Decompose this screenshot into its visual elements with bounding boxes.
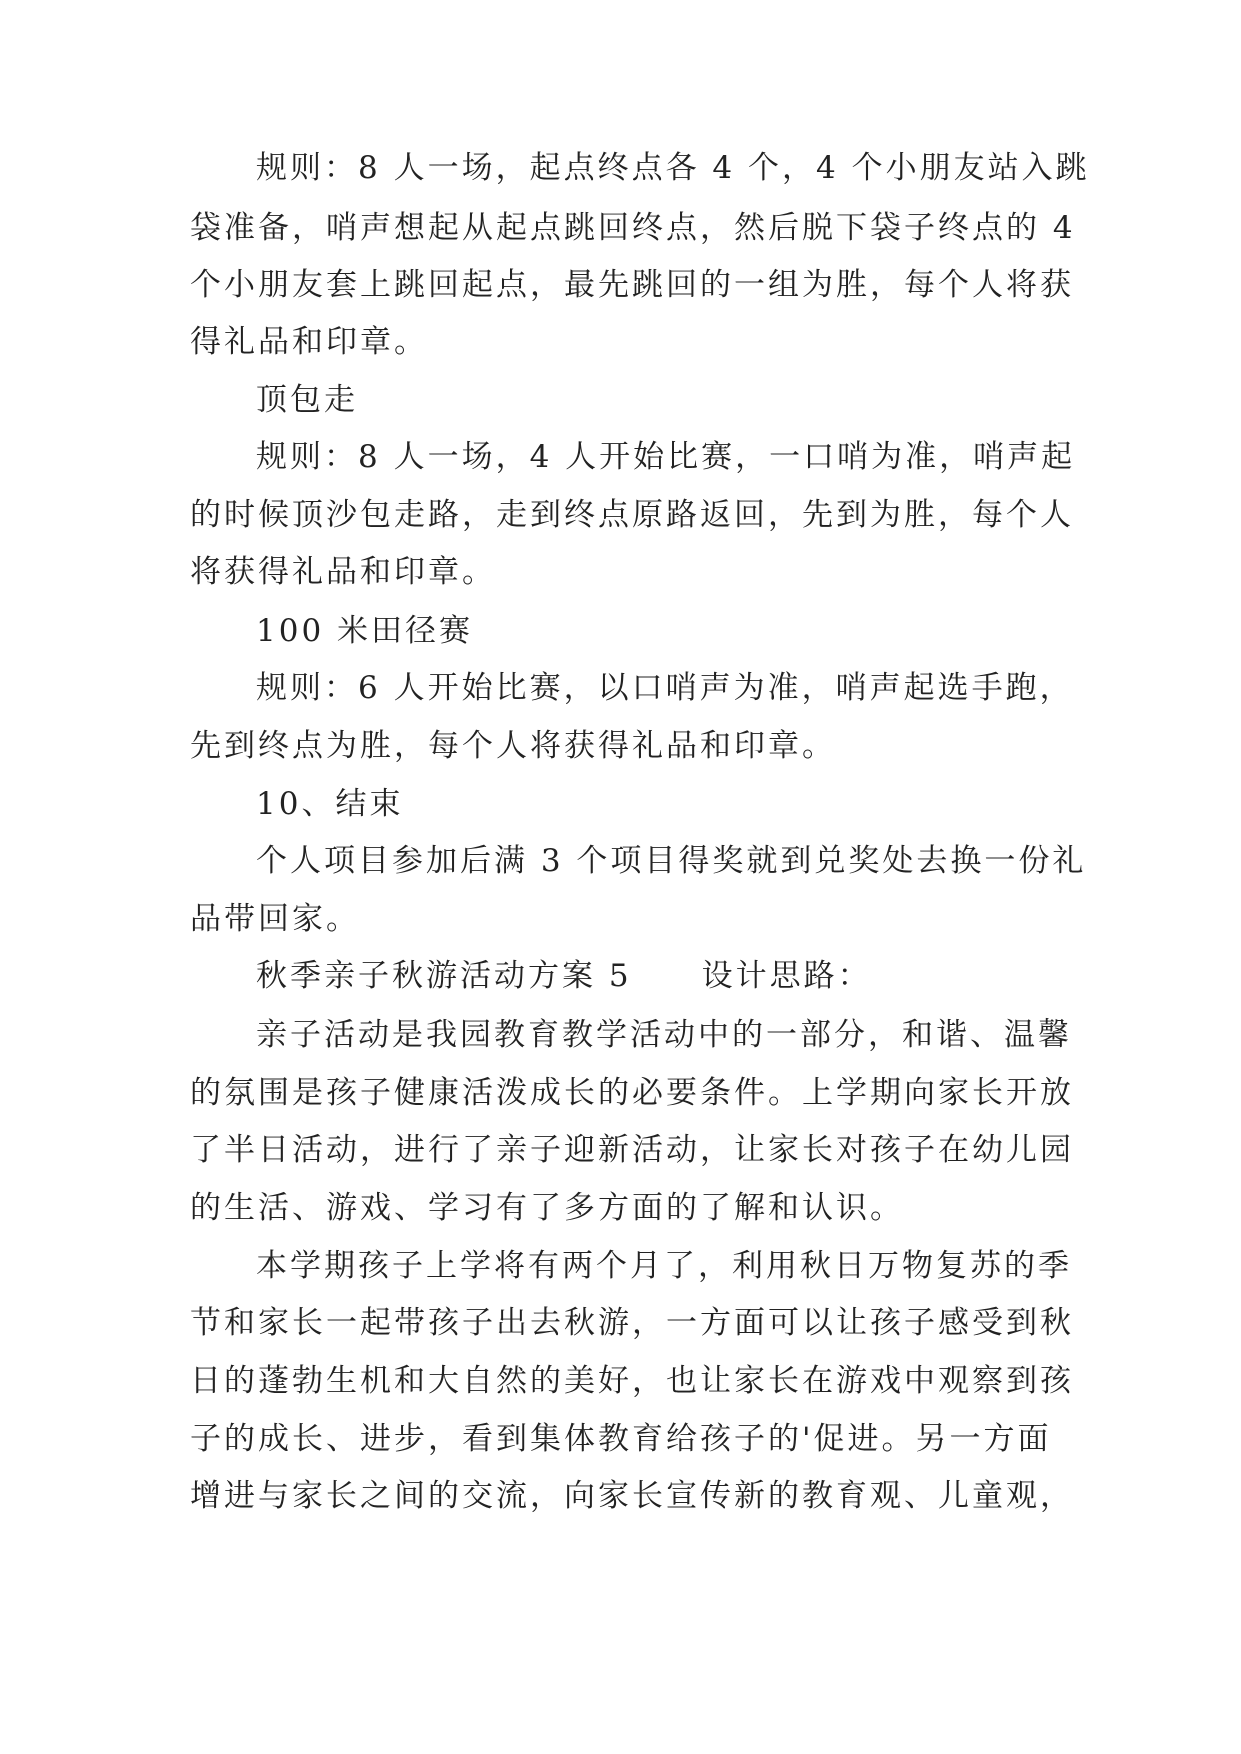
text-line: 规则：8 人一场，起点终点各 4 个，4 个小朋友站入跳 — [256, 150, 1090, 186]
text-line: 的时候顶沙包走路，走到终点原路返回，先到为胜，每个人 — [190, 497, 1074, 533]
text-line: 规则：8 人一场，4 人开始比赛，一口哨为准，哨声起 — [256, 439, 1076, 475]
text-line: 本学期孩子上学将有两个月了，利用秋日万物复苏的季 — [256, 1248, 1072, 1284]
text-line: 子的成长、进步，看到集体教育给孩子的'促进。另一方面 — [190, 1421, 1052, 1457]
text-line: 亲子活动是我园教育教学活动中的一部分，和谐、温馨 — [256, 1017, 1072, 1053]
text-line: 个人项目参加后满 3 个项目得奖就到兑奖处去换一份礼 — [256, 843, 1087, 879]
text-line: 先到终点为胜，每个人将获得礼品和印章。 — [190, 728, 836, 764]
text-line: 得礼品和印章。 — [190, 324, 428, 360]
text-line: 袋准备，哨声想起从起点跳回终点，然后脱下袋子终点的 4 — [190, 210, 1076, 246]
section-title: 秋季亲子秋游活动方案 5 — [256, 958, 632, 994]
section-heading: 100 米田径赛 — [256, 613, 474, 649]
text-line: 品带回家。 — [190, 901, 360, 937]
section-heading: 10、结束 — [256, 786, 404, 822]
text-line: 个小朋友套上跳回起点，最先跳回的一组为胜，每个人将获 — [190, 267, 1074, 303]
text-line: 节和家长一起带孩子出去秋游，一方面可以让孩子感受到秋 — [190, 1305, 1074, 1341]
section-heading: 顶包走 — [256, 382, 358, 418]
text-line: 规则：6 人开始比赛，以口哨声为准，哨声起选手跑， — [256, 670, 1074, 706]
text-line: 增进与家长之间的交流，向家长宣传新的教育观、儿童观， — [190, 1478, 1074, 1514]
text-line: 了半日活动，进行了亲子迎新活动，让家长对孩子在幼儿园 — [190, 1132, 1074, 1168]
text-line: 的生活、游戏、学习有了多方面的了解和认识。 — [190, 1190, 904, 1226]
section-title-line — [256, 956, 1126, 996]
subsection-heading: 设计思路： — [701, 958, 872, 994]
text-line: 的氛围是孩子健康活泼成长的必要条件。上学期向家长开放 — [190, 1075, 1074, 1111]
text-line: 将获得礼品和印章。 — [190, 554, 496, 590]
text-line: 日的蓬勃生机和大自然的美好，也让家长在游戏中观察到孩 — [190, 1363, 1074, 1399]
